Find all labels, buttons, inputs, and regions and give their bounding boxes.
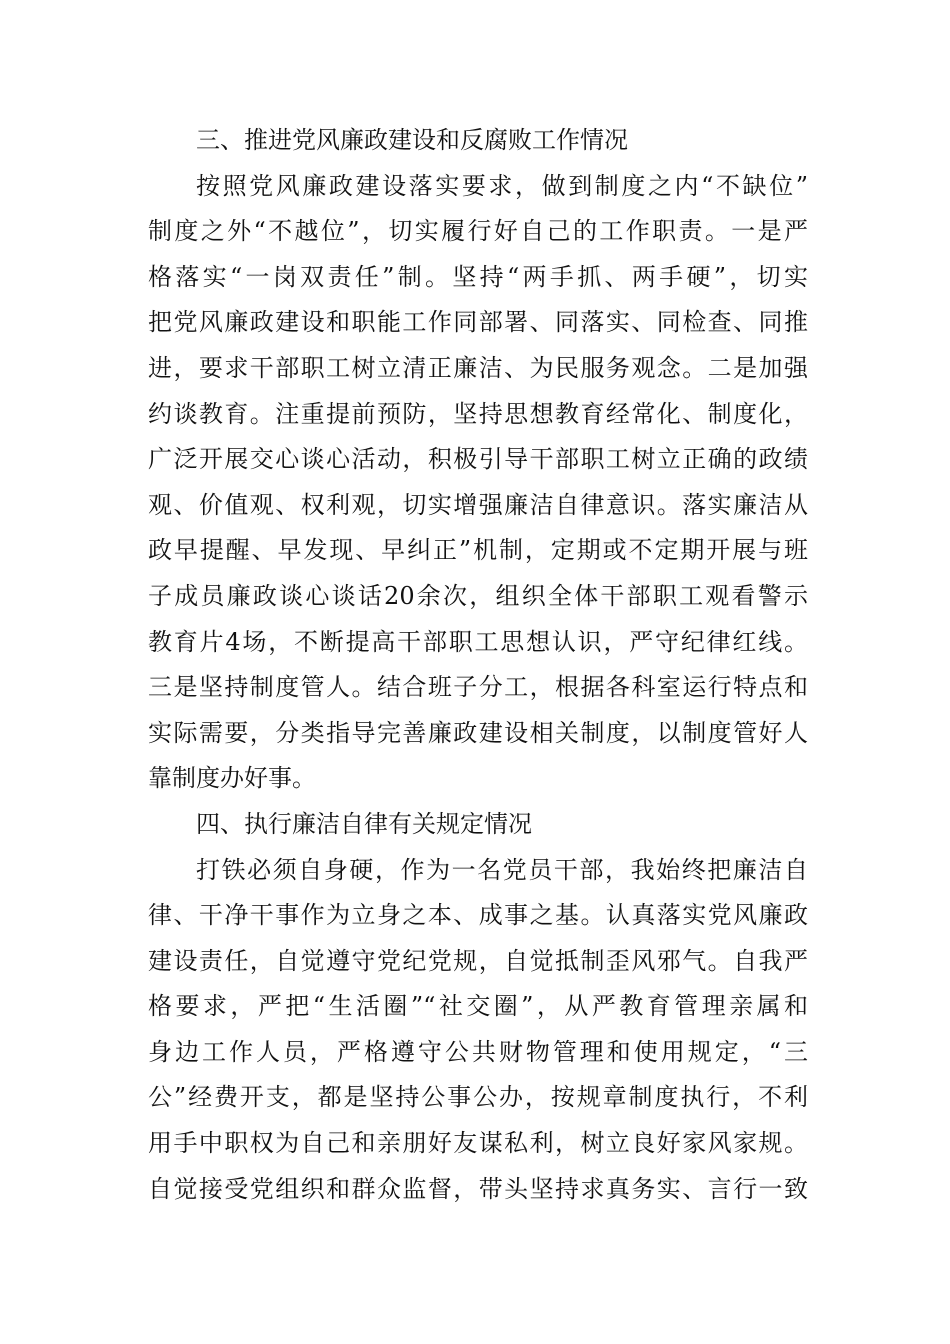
paragraph-line: 用手中职权为自己和亲朋好友谋私利，树立良好家风家规。 xyxy=(148,1129,808,1158)
paragraph-line: 三是坚持制度管人。结合班子分工，根据各科室运行特点和 xyxy=(148,673,808,702)
document-body xyxy=(148,118,808,1212)
section-heading: 三、推进党风廉政建设和反腐败工作情况 xyxy=(196,126,628,154)
paragraph-line: 广泛开展交心谈心活动，积极引导干部职工树立正确的政绩 xyxy=(148,445,808,474)
paragraph-line: 格要求，严把“生活圈”“社交圈”，从严教育管理亲属和 xyxy=(148,992,808,1021)
paragraph-line: 子成员廉政谈心谈话20余次，组织全体干部职工观看警示 xyxy=(148,581,808,610)
paragraph-line: 观、价值观、权利观，切实增强廉洁自律意识。落实廉洁从 xyxy=(148,490,808,519)
paragraph-line: 按照党风廉政建设落实要求，做到制度之内“不缺位” xyxy=(196,171,808,200)
paragraph-line: 教育片4场，不断提高干部职工思想认识，严守纪律红线。 xyxy=(148,627,808,656)
paragraph-line: 自觉接受党组织和群众监督，带头坚持求真务实、言行一致 xyxy=(148,1174,808,1203)
paragraph-line: 政早提醒、早发现、早纠正”机制，定期或不定期开展与班 xyxy=(148,536,808,565)
paragraph-line: 进，要求干部职工树立清正廉洁、为民服务观念。二是加强 xyxy=(148,353,808,382)
paragraph-line: 建设责任，自觉遵守党纪党规，自觉抵制歪风邪气。自我严 xyxy=(148,946,808,975)
paragraph-line: 把党风廉政建设和职能工作同部署、同落实、同检查、同推 xyxy=(148,308,808,337)
paragraph-line: 打铁必须自身硬，作为一名党员干部，我始终把廉洁自 xyxy=(196,855,808,884)
paragraph-line: 公”经费开支，都是坚持公事公办，按规章制度执行，不利 xyxy=(148,1083,808,1112)
paragraph-line: 律、干净干事作为立身之本、成事之基。认真落实党风廉政 xyxy=(148,901,808,930)
paragraph-line: 靠制度办好事。 xyxy=(148,764,316,793)
paragraph-line: 实际需要，分类指导完善廉政建设相关制度，以制度管好人 xyxy=(148,718,808,747)
section-heading: 四、执行廉洁自律有关规定情况 xyxy=(196,809,532,838)
paragraph-line: 身边工作人员，严格遵守公共财物管理和使用规定，“三 xyxy=(148,1037,808,1066)
paragraph-line: 制度之外“不越位”，切实履行好自己的工作职责。一是严 xyxy=(148,217,808,246)
paragraph-line: 约谈教育。注重提前预防，坚持思想教育经常化、制度化， xyxy=(148,399,808,428)
paragraph-line: 格落实“一岗双责任”制。坚持“两手抓、两手硬”，切实 xyxy=(148,262,808,291)
